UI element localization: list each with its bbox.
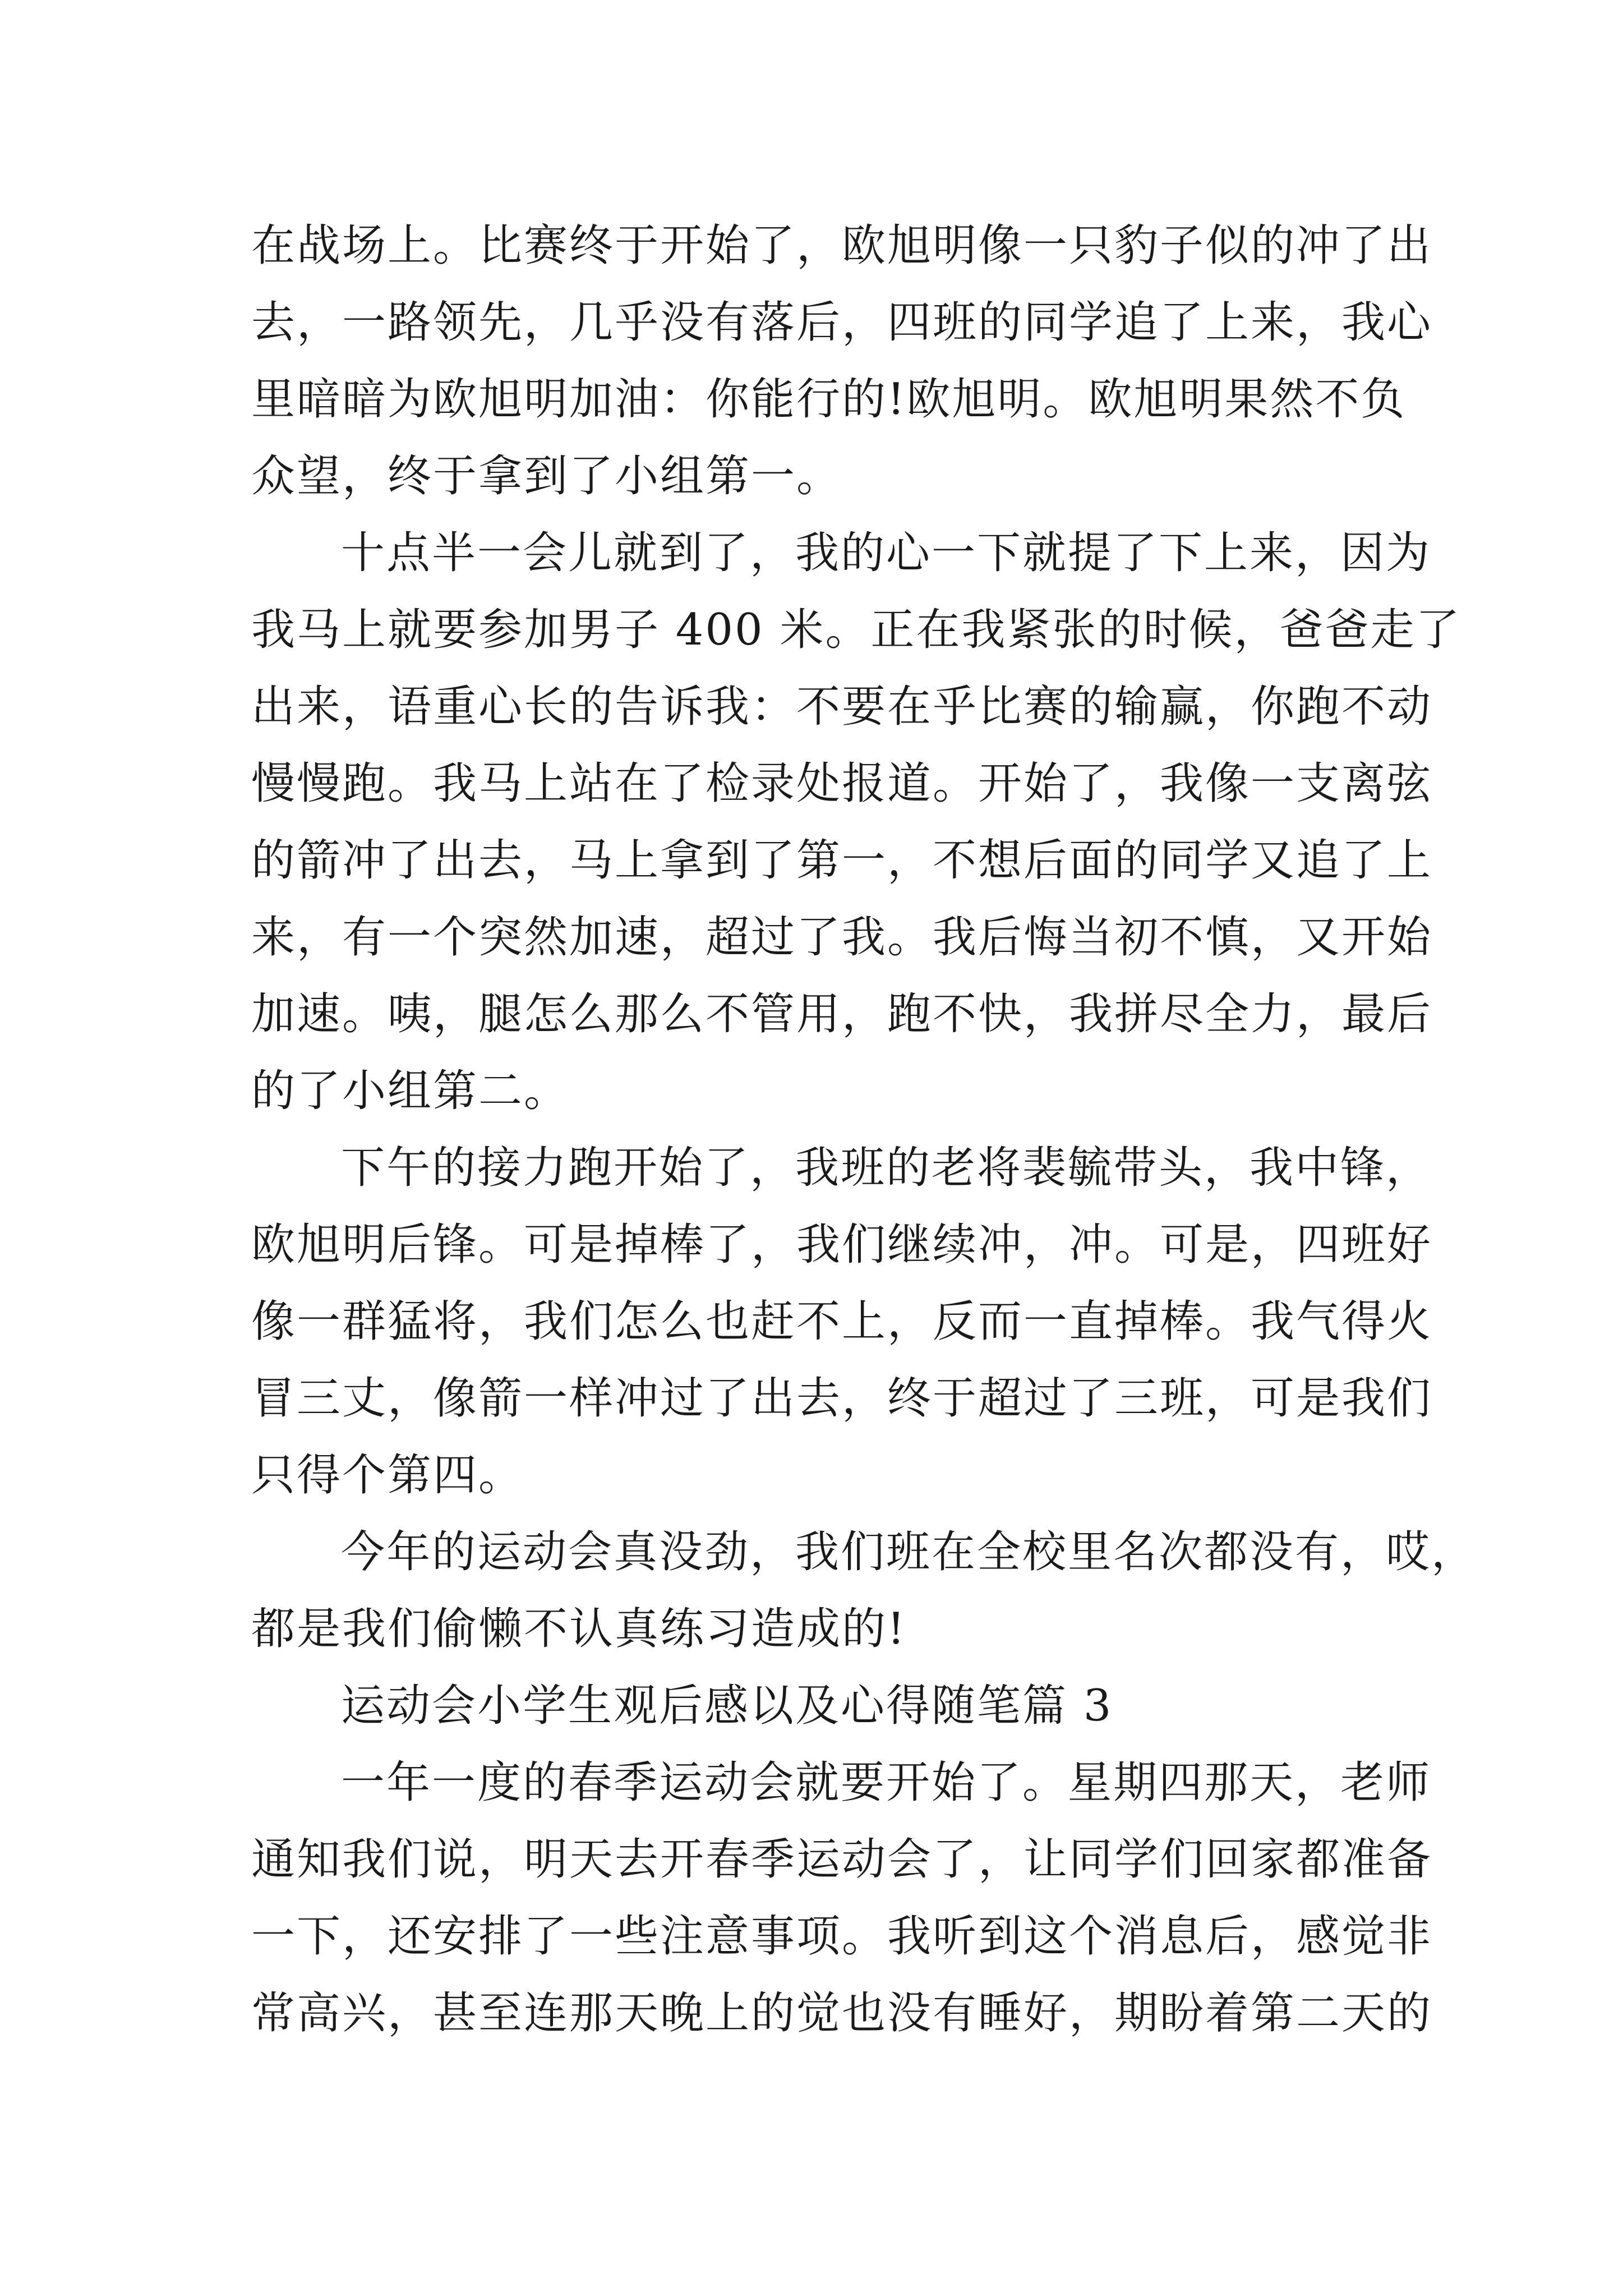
text-line: 像一群猛将，我们怎么也赶不上，反而一直掉棒。我气得火 bbox=[251, 1296, 1433, 1347]
text-line: 欧旭明后锋。可是掉棒了，我们继续冲，冲。可是，四班好 bbox=[251, 1220, 1433, 1270]
text-line: 十点半一会儿就到了，我的心一下就提了下上来，因为 bbox=[341, 528, 1432, 578]
text-line: 慢慢跑。我马上站在了检录处报道。开始了，我像一支离弦 bbox=[251, 758, 1433, 809]
text-line: 出来，语重心长的告诉我：不要在乎比赛的输赢，你跑不动 bbox=[251, 682, 1433, 732]
text-line: 一下，还安排了一些注意事项。我听到这个消息后，感觉非 bbox=[251, 1911, 1433, 1962]
text-line: 的箭冲了出去，马上拿到了第一，不想后面的同学又追了上 bbox=[251, 835, 1433, 886]
text-line: 常高兴，甚至连那天晚上的觉也没有睡好，期盼着第二天的 bbox=[251, 1988, 1433, 2039]
document-body bbox=[251, 208, 1477, 2052]
text-line: 下午的接力跑开始了，我班的老将裴毓带头，我中锋， bbox=[341, 1143, 1432, 1193]
text-line: 众望，终于拿到了小组第一。 bbox=[251, 451, 842, 501]
text-line: 来，有一个突然加速，超过了我。我后悔当初不慎，又开始 bbox=[251, 912, 1433, 963]
text-line: 里暗暗为欧旭明加油：你能行的!欧旭明。欧旭明果然不负 bbox=[251, 374, 1407, 425]
text-line: 只得个第四。 bbox=[251, 1450, 524, 1501]
text-line: 运动会小学生观后感以及心得随笔篇 3 bbox=[341, 1681, 1113, 1731]
text-line: 通知我们说，明天去开春季运动会了，让同学们回家都准备 bbox=[251, 1834, 1433, 1885]
text-line: 冒三丈，像箭一样冲过了出去，终于超过了三班，可是我们 bbox=[251, 1373, 1433, 1424]
text-line: 一年一度的春季运动会就要开始了。星期四那天，老师 bbox=[341, 1757, 1432, 1808]
text-line: 都是我们偷懒不认真练习造成的! bbox=[251, 1604, 907, 1654]
text-line: 在战场上。比赛终于开始了，欧旭明像一只豹子似的冲了出 bbox=[251, 220, 1433, 271]
text-line: 加速。咦，腿怎么那么不管用，跑不快，我拼尽全力，最后 bbox=[251, 989, 1433, 1039]
text-line: 的了小组第二。 bbox=[251, 1066, 570, 1116]
text-line: 去，一路领先，几乎没有落后，四班的同学追了上来，我心 bbox=[251, 297, 1433, 348]
text-line: 我马上就要参加男子 400 米。正在我紧张的时候，爸爸走了 bbox=[251, 605, 1461, 655]
text-line: 今年的运动会真没劲，我们班在全校里名次都没有，哎， bbox=[341, 1527, 1477, 1577]
